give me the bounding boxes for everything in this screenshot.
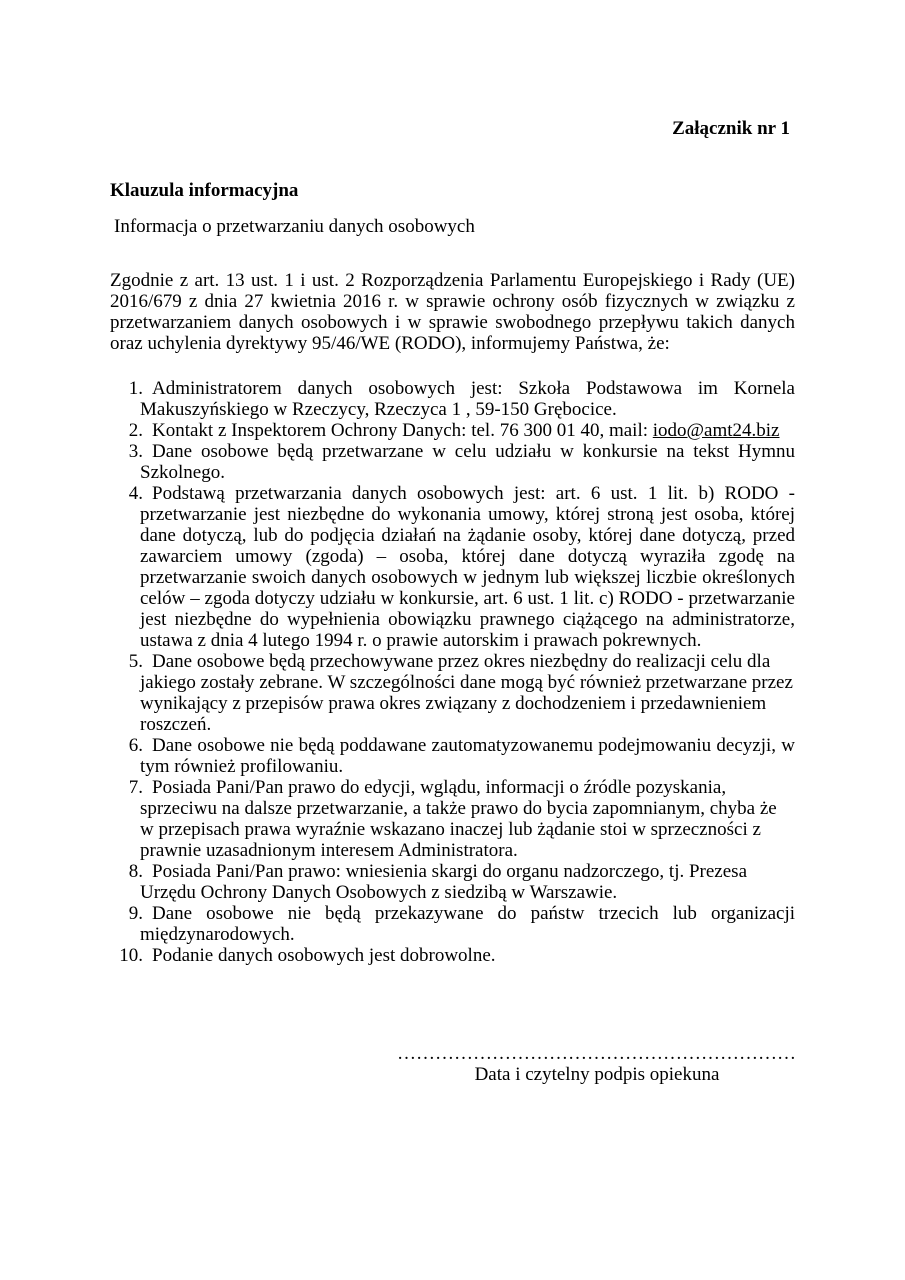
intro-paragraph: Zgodnie z art. 13 ust. 1 i ust. 2 Rozporządzenia Parlamentu Europejskiego i Rady (UE) 2016/679 z dnia 27 kwietnia 2016 r. w sprawie ochrony osób fizycznych w związku z przetwarzaniem danych osobowych i w sprawie swobodnego przepływu takich danych oraz uchylenia dyrektywy 95/46/WE (RODO), informujemy Państwa, że: xyxy=(110,270,795,354)
email-link[interactable]: iodo@amt24.biz xyxy=(652,420,780,441)
list-item-text: Posiada Pani/Pan prawo: wniesienia skargi do organu nadzorczego, tj. Prezesa Urzędu Ochrony Danych Osobowych z siedzibą w Warszawie. xyxy=(140,861,748,903)
signature-area xyxy=(397,1043,797,1085)
list-item xyxy=(110,945,795,966)
list-item-number: 1. xyxy=(128,378,143,399)
list-item-number: 10. xyxy=(119,945,143,966)
list-item xyxy=(110,483,795,651)
list-item-text: Posiada Pani/Pan prawo do edycji, wglądu, informacji o źródle pozyskania, sprzeciwu na dalsze przetwarzanie, a także prawo do bycia zapomnianym, chyba że w przepisach prawa wyraźnie wskazano inaczej lub żądanie stoi w sprzeczności z prawnie uzasadnionym interesem Administratora. xyxy=(140,777,777,861)
list-item-text: Dane osobowe będą przetwarzane w celu udziału w konkursie na tekst Hymnu Szkolnego. xyxy=(140,441,795,483)
list-item-number: 7. xyxy=(128,777,143,798)
list-item xyxy=(110,903,795,945)
list-item-number: 6. xyxy=(128,735,143,756)
list-item-number: 4. xyxy=(128,483,143,504)
list-item-number: 3. xyxy=(128,441,143,462)
list-item-text: Kontakt z Inspektorem Ochrony Danych: tel. 76 300 01 40, mail: xyxy=(152,420,653,441)
signature-caption: Data i czytelny podpis opiekuna xyxy=(474,1064,720,1085)
numbered-list xyxy=(110,378,795,966)
list-item-text: Dane osobowe nie będą poddawane zautomatyzowanemu podejmowaniu decyzji, w tym również profilowaniu. xyxy=(140,735,795,777)
attachment-label: Załącznik nr 1 xyxy=(672,118,790,139)
signature-dotted-line: ……………………………………………………… xyxy=(397,1043,796,1064)
list-item xyxy=(110,441,795,483)
document-subtitle: Informacja o przetwarzaniu danych osobowych xyxy=(114,216,475,237)
list-item xyxy=(110,861,795,903)
list-item xyxy=(110,777,795,861)
document-title: Klauzula informacyjna xyxy=(110,180,299,201)
list-item-number: 9. xyxy=(128,903,143,924)
list-item-text: Podanie danych osobowych jest dobrowolne. xyxy=(152,945,496,966)
list-item-text: Dane osobowe nie będą przekazywane do państw trzecich lub organizacji międzynarodowych. xyxy=(140,903,795,945)
list-item-number: 2. xyxy=(128,420,143,441)
list-item xyxy=(110,378,795,420)
list-item-text: Administratorem danych osobowych jest: Szkoła Podstawowa im Kornela Makuszyńskiego w Rzeczycy, Rzeczyca 1 , 59-150 Grębocice. xyxy=(140,378,795,420)
list-item xyxy=(110,735,795,777)
list-item xyxy=(110,651,795,735)
list-item-text: Podstawą przetwarzania danych osobowych jest: art. 6 ust. 1 lit. b) RODO - przetwarzanie jest niezbędne do wykonania umowy, której stroną jest osoba, której dane dotyczą, lub do podjęcia działań na żądanie osoby, której dane dotyczą, przed zawarciem umowy (zgoda) – osoba, której dane dotyczą wyraziła zgodę na przetwarzanie swoich danych osobowych w jednym lub większej liczbie określonych celów – zgoda dotyczy udziału w konkursie, art. 6 ust. 1 lit. c) RODO - przetwarzanie jest niezbędne do wypełnienia obowiązku prawnego ciążącego na administratorze, ustawa z dnia 4 lutego 1994 r. o prawie autorskim i prawach pokrewnych. xyxy=(140,483,795,651)
list-item-number: 8. xyxy=(128,861,143,882)
list-item-number: 5. xyxy=(128,651,143,672)
list-item-text: Dane osobowe będą przechowywane przez okres niezbędny do realizacji celu dla jakiego zostały zebrane. W szczególności dane mogą być również przetwarzane przez wynikający z przepisów prawa okres związany z dochodzeniem i przedawnieniem roszczeń. xyxy=(140,651,793,735)
list-item xyxy=(110,420,795,441)
